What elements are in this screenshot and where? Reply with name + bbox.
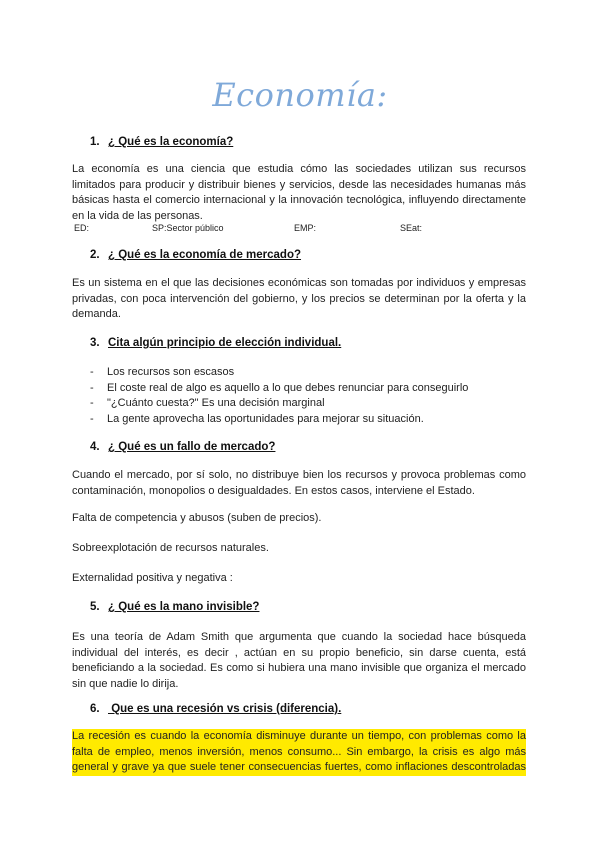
text-line: limitados para producir y distribuir bienes y servicios, desde las necesidades humanas más (72, 178, 526, 191)
paragraph-fallo-mercado (72, 468, 526, 499)
text-line: en la vida de las personas. (72, 209, 203, 222)
section-number: 1. (90, 136, 100, 148)
section-heading-2 (90, 249, 301, 261)
text-line: Es una teoría de Adam Smith que argumenta que cuando la sociedad hace búsqueda (72, 631, 526, 643)
highlighted-line: La recesión es cuando la economía disminuye durante un tiempo, con problemas como la (72, 729, 526, 745)
paragraph-economia (72, 162, 526, 224)
principles-list (90, 365, 468, 427)
paragraph-mano-invisible (72, 630, 526, 692)
abbrev-emp: EMP: (294, 223, 317, 233)
section-number: 4. (90, 441, 100, 453)
abbrev-ed: ED: (74, 223, 90, 233)
section-heading-6 (90, 703, 341, 715)
section-number: 3. (90, 337, 100, 349)
highlighted-line: general y grave ya que suele tener consecuencias fuertes, como inflaciones descontroladas (72, 760, 526, 776)
abbrev-seat: SEat: (400, 223, 423, 233)
text-line: privadas, con poca intervención del gobierno, y los precios se determinan por la oferta y la (72, 292, 526, 305)
text-line: básicas hasta el comercio internacional y la innovación tecnológica, influyendo directamente (72, 194, 526, 206)
section-heading-1 (90, 136, 233, 148)
text-line: La economía es una ciencia que estudia cómo las sociedades utilizan sus recursos (72, 163, 526, 175)
section-heading-4 (90, 441, 275, 453)
text-line: beneficiando a la sociedad. Es como si hubiera una mano invisible que organiza el mercado (72, 662, 526, 674)
section-heading-5 (90, 601, 259, 613)
section-heading-text: ¿ Qué es la economía? (108, 136, 234, 148)
section-heading-text: Cita algún principio de elección individual. (108, 337, 342, 349)
text-line: contaminación, monopolios o desigualdades. En estos casos, interviene el Estado. (72, 484, 475, 497)
section-number: 5. (90, 601, 100, 613)
section-heading-text: ¿ Qué es un fallo de mercado? (108, 441, 276, 453)
section-heading-text: Que es una recesión vs crisis (diferencia). (108, 703, 342, 715)
section-heading-3 (90, 337, 341, 349)
list-item: - Los recursos son escasos (90, 365, 468, 381)
paragraph-externalidad: Externalidad positiva y negativa : (72, 572, 233, 584)
section-number: 6. (90, 703, 100, 715)
page-title: Economía: (212, 76, 388, 114)
text-line: demanda. (72, 308, 121, 320)
section-number: 2. (90, 249, 100, 261)
text-line: individual del interés, es decir , actúan en su propio beneficio, sin darse cuenta, está (72, 646, 526, 659)
text-line: sin que nadie lo dirija. (72, 677, 179, 690)
list-item: - La gente aprovecha las oportunidades para mejorar su situación. (90, 412, 468, 428)
paragraph-sobreexplotacion: Sobreexplotación de recursos naturales. (72, 542, 269, 554)
highlighted-line: falta de empleo, menos inversión, menos consumo... Sin embargo, la crisis es algo más (72, 745, 526, 761)
list-item: - "¿Cuánto cuesta?" Es una decisión marginal (90, 396, 468, 412)
section-heading-text: ¿ Qué es la mano invisible? (108, 601, 260, 613)
abbrev-sp: SP:Sector público (152, 223, 224, 233)
paragraph-competencia: Falta de competencia y abusos (suben de precios). (72, 512, 322, 524)
section-heading-text: ¿ Qué es la economía de mercado? (108, 249, 302, 261)
text-line: Es un sistema en el que las decisiones económicas son tomadas por individuos y empresas (72, 277, 526, 289)
list-item: - El coste real de algo es aquello a lo que debes renunciar para conseguirlo (90, 381, 468, 397)
paragraph-recesion-crisis (72, 729, 526, 776)
paragraph-economia-mercado (72, 276, 526, 323)
text-line: Cuando el mercado, por sí solo, no distribuye bien los recursos y provoca problemas como (72, 469, 526, 481)
